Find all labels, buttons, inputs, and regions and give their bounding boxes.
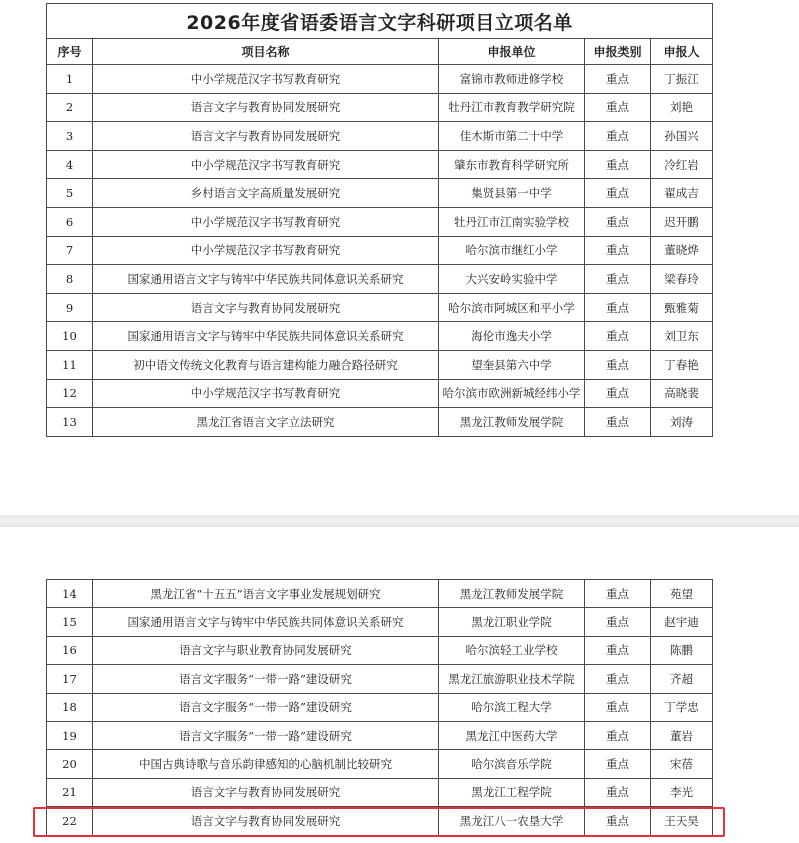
table-row <box>47 207 713 236</box>
cell-unit: 哈尔滨轻工业学校 <box>439 636 585 664</box>
cell-applicant: 齐超 <box>651 665 713 693</box>
cell-project-name: 中小学规范汉字书写教育研究 <box>93 65 439 94</box>
cell-applicant: 董岩 <box>651 721 713 749</box>
cell-unit: 黑龙江工程学院 <box>439 778 585 806</box>
cell-unit: 佳木斯市第二十中学 <box>439 122 585 151</box>
cell-unit: 哈尔滨音乐学院 <box>439 750 585 778</box>
header-applicant: 申报人 <box>651 39 713 65</box>
cell-index: 5 <box>47 179 93 208</box>
cell-unit: 海伦市逸夫小学 <box>439 322 585 351</box>
cell-index: 10 <box>47 322 93 351</box>
cell-unit: 哈尔滨市阿城区和平小学 <box>439 293 585 322</box>
cell-applicant: 甄雅菊 <box>651 293 713 322</box>
table-row <box>47 778 713 806</box>
cell-unit: 望奎县第六中学 <box>439 350 585 379</box>
cell-unit: 肇东市教育科学研究所 <box>439 150 585 179</box>
cell-project-name: 语言文字服务“一带一路”建设研究 <box>93 665 439 693</box>
cell-project-name: 中小学规范汉字书写教育研究 <box>93 236 439 265</box>
cell-applicant: 李光 <box>651 778 713 806</box>
cell-unit: 大兴安岭实验中学 <box>439 265 585 294</box>
cell-unit: 哈尔滨工程大学 <box>439 693 585 721</box>
cell-applicant: 赵宇迪 <box>651 608 713 636</box>
cell-applicant: 丁春艳 <box>651 350 713 379</box>
cell-unit: 哈尔滨市继红小学 <box>439 236 585 265</box>
cell-unit: 黑龙江八一农垦大学 <box>439 807 585 835</box>
cell-index: 21 <box>47 778 93 806</box>
cell-project-name: 语言文字与教育协同发展研究 <box>93 122 439 151</box>
table-title: 2026年度省语委语言文字科研项目立项名单 <box>47 4 713 39</box>
table-row <box>47 608 713 636</box>
cell-applicant: 孙国兴 <box>651 122 713 151</box>
cell-project-name: 语言文字服务“一带一路”建设研究 <box>93 721 439 749</box>
cell-category: 重点 <box>585 608 651 636</box>
cell-category: 重点 <box>585 93 651 122</box>
cell-unit: 牡丹江市江南实验学校 <box>439 207 585 236</box>
cell-category: 重点 <box>585 322 651 351</box>
cell-project-name: 中小学规范汉字书写教育研究 <box>93 150 439 179</box>
header-category: 申报类别 <box>585 39 651 65</box>
cell-index: 9 <box>47 293 93 322</box>
cell-project-name: 国家通用语言文字与铸牢中华民族共同体意识关系研究 <box>93 608 439 636</box>
cell-category: 重点 <box>585 721 651 749</box>
cell-category: 重点 <box>585 236 651 265</box>
cell-index: 2 <box>47 93 93 122</box>
cell-index: 17 <box>47 665 93 693</box>
cell-unit: 黑龙江教师发展学院 <box>439 408 585 437</box>
page-separator <box>0 515 799 527</box>
cell-index: 13 <box>47 408 93 437</box>
table-row <box>47 693 713 721</box>
table-row <box>47 665 713 693</box>
cell-applicant: 迟开鹏 <box>651 207 713 236</box>
cell-project-name: 语言文字与教育协同发展研究 <box>93 93 439 122</box>
table-row <box>47 408 713 437</box>
cell-project-name: 语言文字与教育协同发展研究 <box>93 807 439 835</box>
header-project-name: 项目名称 <box>93 39 439 65</box>
cell-category: 重点 <box>585 122 651 151</box>
cell-applicant: 王天昊 <box>651 807 713 835</box>
cell-project-name: 语言文字与职业教育协同发展研究 <box>93 636 439 664</box>
table-row <box>47 93 713 122</box>
table-row <box>47 236 713 265</box>
cell-unit: 哈尔滨市欧洲新城经纬小学 <box>439 379 585 408</box>
cell-unit: 黑龙江中医药大学 <box>439 721 585 749</box>
cell-project-name: 黑龙江省“十五五”语言文字事业发展规划研究 <box>93 580 439 608</box>
cell-applicant: 梁春玲 <box>651 265 713 294</box>
cell-project-name: 中小学规范汉字书写教育研究 <box>93 207 439 236</box>
cell-category: 重点 <box>585 379 651 408</box>
cell-project-name: 黑龙江省语言文字立法研究 <box>93 408 439 437</box>
cell-applicant: 丁振江 <box>651 65 713 94</box>
table-row <box>47 179 713 208</box>
cell-category: 重点 <box>585 636 651 664</box>
cell-project-name: 语言文字与教育协同发展研究 <box>93 293 439 322</box>
cell-applicant: 翟成吉 <box>651 179 713 208</box>
cell-index: 12 <box>47 379 93 408</box>
cell-category: 重点 <box>585 179 651 208</box>
project-table-page-1 <box>46 3 713 437</box>
cell-category: 重点 <box>585 778 651 806</box>
cell-applicant: 高晓裴 <box>651 379 713 408</box>
cell-applicant: 刘卫东 <box>651 322 713 351</box>
table-row <box>47 580 713 608</box>
cell-category: 重点 <box>585 807 651 835</box>
cell-index: 15 <box>47 608 93 636</box>
cell-project-name: 国家通用语言文字与铸牢中华民族共同体意识关系研究 <box>93 265 439 294</box>
cell-index: 6 <box>47 207 93 236</box>
cell-index: 8 <box>47 265 93 294</box>
cell-applicant: 陈鹏 <box>651 636 713 664</box>
cell-category: 重点 <box>585 408 651 437</box>
cell-index: 18 <box>47 693 93 721</box>
cell-index: 20 <box>47 750 93 778</box>
cell-index: 7 <box>47 236 93 265</box>
table-row <box>47 379 713 408</box>
cell-applicant: 苑望 <box>651 580 713 608</box>
table-row <box>47 721 713 749</box>
document-page-2 <box>0 527 799 843</box>
table-row <box>47 636 713 664</box>
table-row <box>47 150 713 179</box>
project-table-page-2 <box>46 579 713 836</box>
cell-unit: 黑龙江旅游职业技术学院 <box>439 665 585 693</box>
cell-project-name: 初中语文传统文化教育与语言建构能力融合路径研究 <box>93 350 439 379</box>
cell-applicant: 丁学忠 <box>651 693 713 721</box>
table-row <box>47 350 713 379</box>
cell-category: 重点 <box>585 693 651 721</box>
cell-index: 1 <box>47 65 93 94</box>
cell-project-name: 中小学规范汉字书写教育研究 <box>93 379 439 408</box>
cell-applicant: 宋蓓 <box>651 750 713 778</box>
cell-applicant: 刘艳 <box>651 93 713 122</box>
cell-project-name: 国家通用语言文字与铸牢中华民族共同体意识关系研究 <box>93 322 439 351</box>
cell-category: 重点 <box>585 665 651 693</box>
cell-category: 重点 <box>585 580 651 608</box>
cell-index: 11 <box>47 350 93 379</box>
table-row <box>47 122 713 151</box>
table-row <box>47 65 713 94</box>
cell-index: 16 <box>47 636 93 664</box>
cell-category: 重点 <box>585 350 651 379</box>
table-row <box>47 750 713 778</box>
cell-project-name: 中国古典诗歌与音乐韵律感知的心脑机制比较研究 <box>93 750 439 778</box>
cell-category: 重点 <box>585 293 651 322</box>
cell-index: 19 <box>47 721 93 749</box>
table-row <box>47 293 713 322</box>
cell-index: 14 <box>47 580 93 608</box>
cell-unit: 黑龙江教师发展学院 <box>439 580 585 608</box>
table-row <box>47 265 713 294</box>
highlight-box-row-22 <box>33 807 725 837</box>
header-unit: 申报单位 <box>439 39 585 65</box>
cell-unit: 富锦市教师进修学校 <box>439 65 585 94</box>
cell-index: 22 <box>47 807 93 835</box>
cell-applicant: 刘涛 <box>651 408 713 437</box>
cell-unit: 牡丹江市教育教学研究院 <box>439 93 585 122</box>
cell-category: 重点 <box>585 150 651 179</box>
cell-project-name: 乡村语言文字高质量发展研究 <box>93 179 439 208</box>
cell-index: 3 <box>47 122 93 151</box>
cell-category: 重点 <box>585 65 651 94</box>
cell-unit: 黑龙江职业学院 <box>439 608 585 636</box>
cell-index: 4 <box>47 150 93 179</box>
cell-category: 重点 <box>585 207 651 236</box>
cell-project-name: 语言文字与教育协同发展研究 <box>93 778 439 806</box>
cell-category: 重点 <box>585 750 651 778</box>
cell-applicant: 董晓烨 <box>651 236 713 265</box>
header-row <box>47 39 713 65</box>
cell-project-name: 语言文字服务“一带一路”建设研究 <box>93 693 439 721</box>
header-index: 序号 <box>47 39 93 65</box>
table-row <box>47 322 713 351</box>
cell-category: 重点 <box>585 265 651 294</box>
cell-applicant: 冷红岩 <box>651 150 713 179</box>
cell-unit: 集贤县第一中学 <box>439 179 585 208</box>
